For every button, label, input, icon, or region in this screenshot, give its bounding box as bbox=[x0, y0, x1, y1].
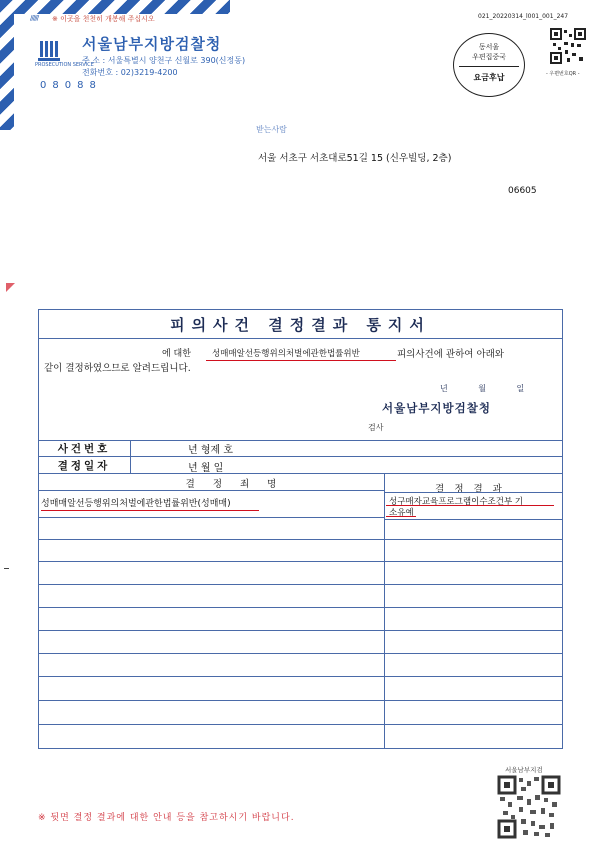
table-row bbox=[38, 630, 384, 631]
postal-qr-caption: - 우편번호QR - bbox=[546, 71, 580, 77]
body-suffix: 피의사건에 관하여 아래와 bbox=[397, 349, 504, 360]
decision-date-value: 년 월 일 bbox=[188, 463, 224, 474]
result-cell-line2: 소유예 bbox=[389, 508, 414, 518]
body-prefix: 에 대한 bbox=[162, 349, 191, 359]
postmark-fee: 요금후납 bbox=[473, 73, 505, 82]
table-rule bbox=[384, 492, 563, 493]
sender-zip: 08088 bbox=[40, 80, 102, 91]
decision-date-label: 결정일자 bbox=[57, 460, 111, 472]
table-row bbox=[384, 724, 563, 725]
table-row bbox=[384, 700, 563, 701]
postal-qr-icon bbox=[550, 28, 586, 64]
case-number-value: 년 형제 호 bbox=[188, 445, 233, 456]
footer-note: ※ 뒷면 결정 결과에 대한 안내 등을 참고하시기 바랍니다. bbox=[38, 813, 295, 823]
offense-cell-underline bbox=[41, 510, 259, 511]
offense-underline bbox=[206, 360, 396, 361]
postmark-center: 우편집중국 bbox=[472, 53, 506, 61]
sender-phone: 전화번호 : 02)3219-4200 bbox=[82, 68, 178, 77]
slash-mark: ////// bbox=[30, 14, 39, 22]
result-cell-line1: 성구매자교육프로그램이수조건부 기 bbox=[389, 497, 524, 507]
table-row bbox=[384, 630, 563, 631]
table-row bbox=[38, 676, 384, 677]
sender-name: 서울남부지방검찰청 bbox=[82, 35, 222, 53]
result-column-header: 결정결과 bbox=[435, 484, 512, 495]
table-row bbox=[384, 584, 563, 585]
issue-date: 년 월 일 bbox=[440, 384, 539, 393]
issuing-office: 서울남부지방검찰청 bbox=[382, 401, 491, 415]
recipient-address: 서울 서초구 서초대로51길 15 (신우빌딩, 2층) bbox=[258, 153, 452, 164]
postmark-origin: 동서울 bbox=[478, 43, 500, 51]
table-rule bbox=[38, 490, 384, 491]
open-notice: ※ 이곳을 천천히 개봉해 주십시오 bbox=[52, 15, 155, 23]
envelope-stripe-left bbox=[0, 0, 14, 130]
prosecutor-label: 검사 bbox=[368, 423, 384, 432]
notice-form bbox=[38, 309, 563, 749]
fold-corner-mark bbox=[6, 283, 15, 292]
envelope-stripe-top bbox=[0, 0, 230, 14]
body-offense-name: 성매매알선등행위의처벌에관한법률위반 bbox=[212, 349, 360, 359]
case-number-label: 사건번호 bbox=[57, 443, 111, 455]
table-row bbox=[384, 607, 563, 608]
table-row bbox=[38, 700, 384, 701]
body-second-line: 같이 결정하였으므로 알려드립니다. bbox=[44, 363, 191, 374]
offense-cell: 성매매알선등행위의처벌에관한법률위반(성매매) bbox=[41, 499, 231, 509]
office-qr-icon bbox=[497, 775, 561, 839]
form-title: 피의사건 결정결과 통지서 bbox=[170, 316, 431, 334]
table-row bbox=[384, 676, 563, 677]
table-row bbox=[38, 584, 384, 585]
table-row bbox=[384, 653, 563, 654]
table-rule bbox=[38, 473, 563, 474]
table-row bbox=[384, 561, 563, 562]
table-row bbox=[38, 607, 384, 608]
table-row bbox=[38, 724, 384, 725]
recipient-zip: 06605 bbox=[508, 186, 537, 196]
document-code: 021_20220314_l001_001_247 bbox=[478, 13, 569, 20]
table-row bbox=[38, 561, 384, 562]
table-row bbox=[38, 539, 384, 540]
table-row bbox=[38, 517, 384, 518]
recipient-label: 받는사람 bbox=[256, 125, 287, 134]
sender-address: 주 소 : 서울특별시 양천구 신월로 390(신정동) bbox=[82, 56, 246, 65]
office-qr-caption: 서울남부지검 bbox=[505, 766, 543, 774]
label-column-divider bbox=[130, 440, 131, 473]
fold-dash-mark bbox=[4, 568, 9, 569]
form-title-divider bbox=[38, 338, 563, 339]
table-row bbox=[384, 519, 563, 520]
result-underline bbox=[386, 516, 416, 517]
table-row bbox=[384, 539, 563, 540]
result-column-divider bbox=[384, 474, 385, 749]
offense-column-header: 결정죄명 bbox=[185, 479, 295, 490]
table-row bbox=[38, 653, 384, 654]
logo-caption: PROSECUTION SERVICE bbox=[35, 62, 94, 68]
postmark-divider bbox=[459, 66, 519, 67]
table-rule bbox=[38, 456, 563, 457]
